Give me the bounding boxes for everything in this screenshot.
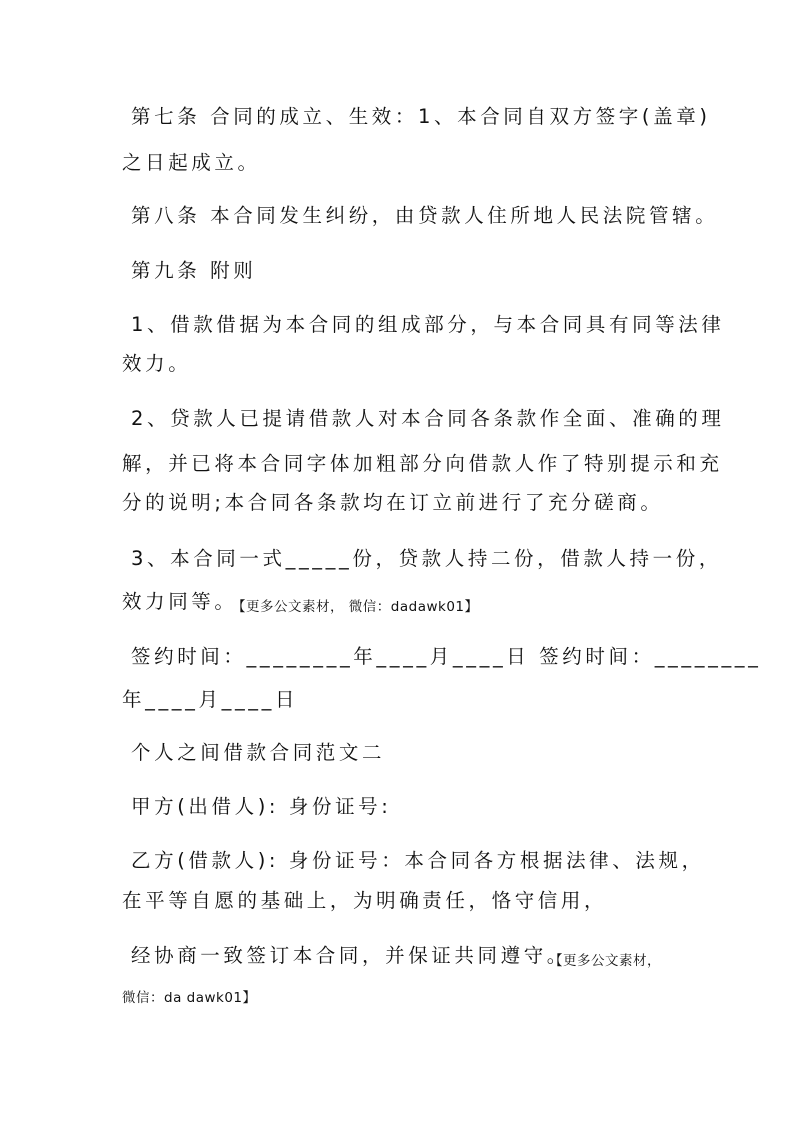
- signing-time-line-1: 签约时间：________年____月____日 签约时间：________: [131, 645, 762, 668]
- signing-time-line-2: 年____月____日: [122, 688, 299, 711]
- party-a-line: 甲方(出借人): 身份证号:: [131, 795, 392, 818]
- clause-2-line-1: 2、贷款人已提请借款人对本合同各条款作全面、准确的理: [131, 407, 725, 430]
- article-7-line-1: 第七条 合同的成立、生效：1、本合同自双方签字(盖章): [131, 105, 711, 128]
- agreement-line: 经协商一致签订本合同，并保证共同遵守。: [131, 944, 570, 967]
- promo-note-2-continuation: 微信：da dawk01】: [122, 990, 257, 1006]
- section-title: 个人之间借款合同范文二: [131, 741, 386, 764]
- promo-note: 【更多公文素材， 微信：dadawk01】: [232, 599, 479, 615]
- article-7-line-2: 之日起成立。: [122, 151, 261, 174]
- clause-3-line-2: 效力同等。: [122, 590, 238, 613]
- clause-2-line-2: 解，并已将本合同字体加粗部分向借款人作了特别提示和充: [122, 452, 723, 475]
- clause-3-line-1: 3、本合同一式_____份，贷款人持二份，借款人持一份，: [131, 547, 722, 570]
- article-9-heading: 第九条 附则: [131, 259, 257, 282]
- clause-1-line-2: 效力。: [122, 352, 192, 375]
- clause-2-line-3: 分的说明;本合同各条款均在订立前进行了充分磋商。: [122, 491, 664, 514]
- article-8: 第八条 本合同发生纠纷，由贷款人住所地人民法院管辖。: [131, 204, 719, 227]
- party-b-line-1: 乙方(借款人): 身份证号：本合同各方根据法律、法规，: [131, 849, 705, 872]
- clause-1-line-1: 1、借款借据为本合同的组成部分，与本合同具有同等法律: [131, 313, 725, 336]
- party-b-line-2: 在平等自愿的基础上，为明确责任，恪守信用，: [122, 889, 608, 912]
- promo-note-2: 【更多公文素材，: [549, 953, 661, 969]
